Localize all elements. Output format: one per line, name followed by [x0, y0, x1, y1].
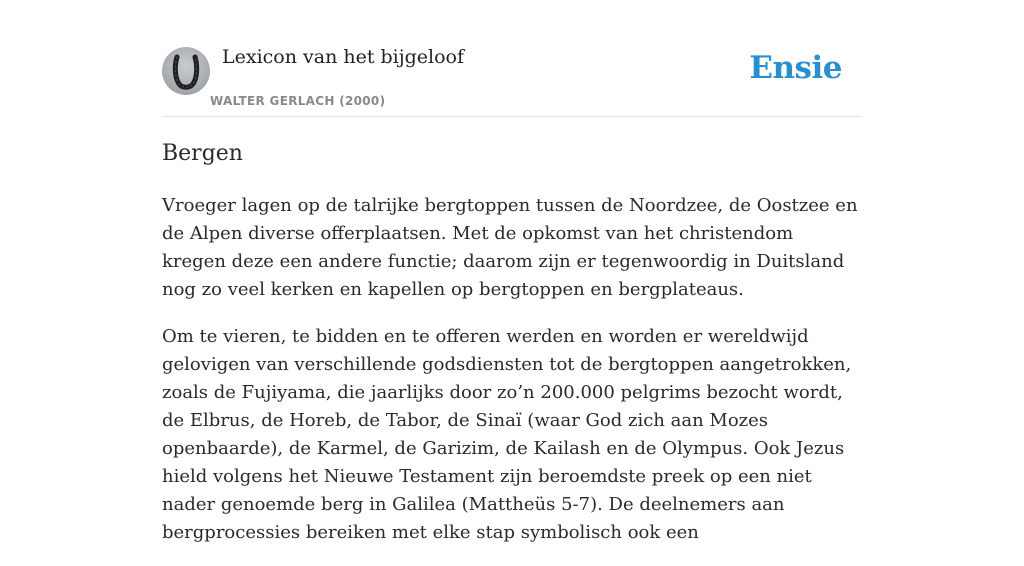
header	[162, 0, 862, 117]
brand-logo[interactable]: Ensie	[749, 50, 842, 86]
paragraph: Vroeger lagen op de talrijke bergtoppen tussen de Noordzee, de Oostzee en de Alpen diverse offerplaatsen. Met de opkomst van het christendom kregen deze een andere functie; daarom zijn er tegenwoordig in Duitsland nog zo veel kerken en kapellen op bergtoppen en bergplateaus.	[162, 195, 858, 300]
entry-body	[162, 192, 862, 566]
author-credit: WALTER GERLACH (2000)	[210, 94, 386, 108]
book-avatar[interactable]	[162, 47, 210, 95]
horseshoe-icon	[162, 47, 210, 95]
paragraph: Om te vieren, te bidden en te offeren werden en worden er wereldwijd gelovigen van verschillende godsdiensten tot de bergtoppen aangetrokken, zoals de Fujiyama, die jaarlijks door zo’n 200.000 pelgrims bezocht wordt, de Elbrus, de Horeb, de Tabor, de Sinaï (waar God zich aan Mozes openbaarde), de Karmel, de Garizim, de Kailash en de Olympus. Ook Jezus hield volgens het Nieuwe Testament zijn beroemdste preek op een niet nader genoemde berg in Galilea (Mattheüs 5-7). De deelnemers aan bergprocessies bereiken met elke stap symbolisch ook een	[162, 326, 852, 543]
entry-title: Bergen	[162, 141, 243, 166]
page	[162, 0, 862, 543]
book-title[interactable]: Lexicon van het bijgeloof	[222, 46, 465, 68]
